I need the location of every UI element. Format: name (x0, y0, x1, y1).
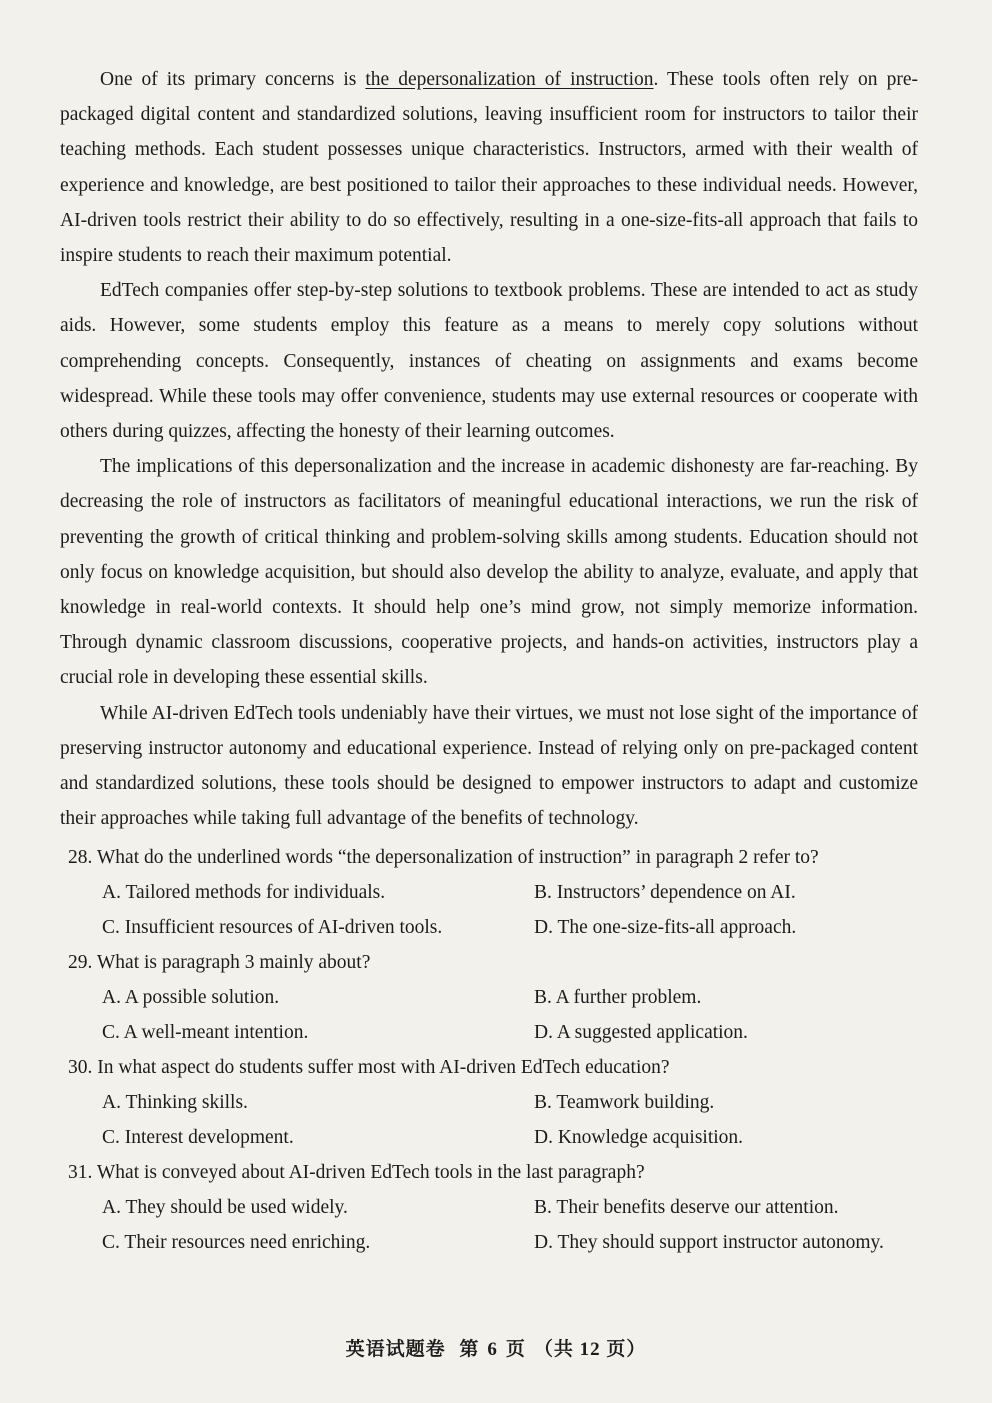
question-29 (60, 945, 918, 1050)
option-b: B. Their benefits deserve our attention. (534, 1197, 839, 1219)
option-d: D. The one-size-fits-all approach. (534, 917, 797, 939)
p1-rest-text: . These tools often rely on pre-packaged digital content and standardized solutions, leaving insufficient room for instructors to tailor their teaching methods. Each student possesses unique characteristics. Instructors, armed with their wealth of experience and knowledge, are best positioned to tailor their approaches to these individual needs. However, AI-driven tools restrict their ability to do so effectively, resulting in a one-size-fits-all approach that fails to inspire students to reach their maximum potential. (60, 69, 918, 267)
option-a: A. They should be used widely. (102, 1197, 348, 1219)
passage-paragraph-1 (60, 62, 918, 273)
option-d: D. A suggested application. (534, 1022, 748, 1044)
option-b: B. A further problem. (534, 987, 702, 1009)
question-stem: 31. What is conveyed about AI-driven EdTech tools in the last paragraph? (68, 1162, 645, 1184)
footer-page-prefix: 第 (459, 1339, 480, 1360)
passage-paragraph-3: The implications of this depersonalization and the increase in academic dishonesty are far-reaching. By decreasing the role of instructors as facilitators of meaningful educational interactions, we run the risk of preventing the growth of critical thinking and problem-solving skills among students. Education should not only focus on knowledge acquisition, but should also develop the ability to analyze, evaluate, and apply that knowledge in real-world contexts. It should help one’s mind grow, not simply memorize information. Through dynamic classroom discussions, cooperative projects, and hands-on activities, instructors play a crucial role in developing these essential skills. (60, 456, 918, 689)
page-footer (0, 1334, 992, 1361)
option-c: C. A well-meant intention. (102, 1022, 309, 1044)
option-b: B. Teamwork building. (534, 1092, 715, 1114)
option-c: C. Insufficient resources of AI-driven tools. (102, 917, 443, 939)
answer-options (60, 875, 918, 945)
question-stem: 30. In what aspect do students suffer most with AI-driven EdTech education? (68, 1057, 670, 1079)
question-stem: 28. What do the underlined words “the depersonalization of instruction” in paragraph 2 refer to? (68, 847, 819, 869)
footer-subject: 英语试题卷 (345, 1339, 446, 1360)
option-a: A. Tailored methods for individuals. (102, 882, 386, 904)
passage-paragraph-2: EdTech companies offer step-by-step solutions to textbook problems. These are intended to act as study aids. However, some students employ this feature as a means to merely copy solutions without comprehending concepts. Consequently, instances of cheating on assignments and exams become widespread. While these tools may offer convenience, students may use external resources or cooperate with others during quizzes, affecting the honesty of their learning outcomes. (60, 280, 918, 443)
question-31 (60, 1155, 918, 1260)
question-list (60, 840, 918, 1260)
question-28 (60, 840, 918, 945)
option-b: B. Instructors’ dependence on AI. (534, 882, 796, 904)
option-a: A. Thinking skills. (102, 1092, 248, 1114)
footer-page-total: （共 12 页） (533, 1339, 647, 1360)
underlined-phrase: the depersonalization of instruction (365, 69, 654, 90)
option-c: C. Interest development. (102, 1127, 294, 1149)
option-a: A. A possible solution. (102, 987, 280, 1009)
option-d: D. Knowledge acquisition. (534, 1127, 744, 1149)
option-d: D. They should support instructor autonomy. (534, 1232, 884, 1254)
footer-page-suffix: 页 (505, 1339, 526, 1360)
passage-paragraph-4: While AI-driven EdTech tools undeniably have their virtues, we must not lose sight of the importance of preserving instructor autonomy and educational experience. Instead of relying only on pre-packaged content and standardized solutions, these tools should be designed to empower instructors to adapt and customize their approaches while taking full advantage of the benefits of technology. (60, 702, 918, 830)
answer-options (60, 1085, 918, 1155)
footer-page-number: 6 (487, 1339, 498, 1360)
question-stem: 29. What is paragraph 3 mainly about? (68, 952, 371, 974)
question-30 (60, 1050, 918, 1155)
answer-options (60, 1190, 918, 1260)
option-c: C. Their resources need enriching. (102, 1232, 371, 1254)
p1-lead-text: One of its primary concerns is (100, 69, 366, 90)
answer-options (60, 980, 918, 1050)
